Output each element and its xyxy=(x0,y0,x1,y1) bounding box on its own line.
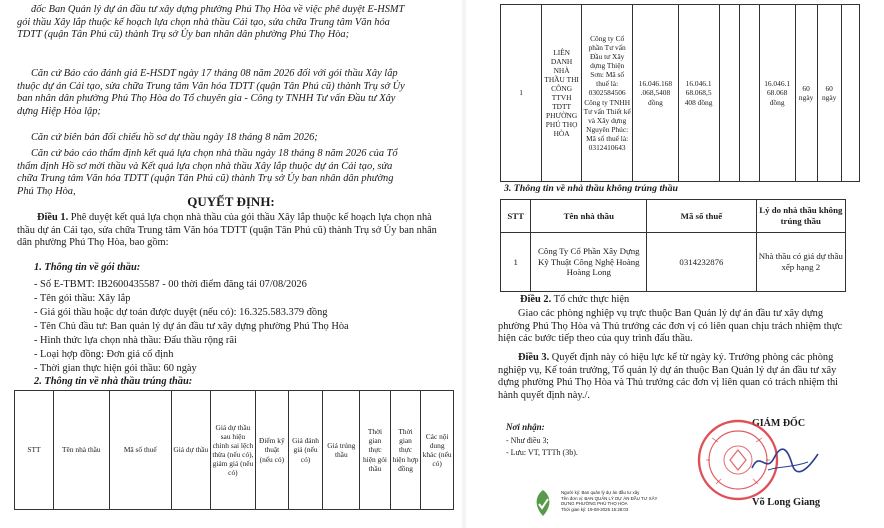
th-adjusted: Giá dự thầu sau hiệu chỉnh sai lệch thừa (nếu có), giảm giá (nếu có) xyxy=(210,391,255,510)
article-3-text: Quyết định này có hiệu lực kể từ ngày ký. Trưởng phòng các phòng nghiệp vụ, Kế toán trưởng, Tổ quản lý dự án thuộc Ban Quản lý dự án đầu tư xây dựng phường Phú Thọ Hòa và Thủ trưởng các đơn vị liên quan có trách nhiệm thi hành quyết định này./. xyxy=(498,352,839,402)
cell-tax: Công ty Cổ phần Tư vấn Đầu tư Xây dựng Thiện Sơn: Mã số thuế là: 0302584506 Công ty TNHH Tư vấn Thiết kế và Xây dựng Nguyên Phúc: Mã số thuế là: 0312410643 xyxy=(582,5,633,182)
th-contract-time: Thời gian thực hiện hợp đồng xyxy=(390,391,421,510)
th-reason: Lý do nhà thầu không trúng thầu xyxy=(756,200,845,233)
article-2-text: Tổ chức thực hiện xyxy=(551,294,630,305)
cell-name: LIÊN DANH NHÀ THẦU THI CÔNG TTVH TDTT PHƯỜNG PHÚ THỌ HÒA xyxy=(542,5,582,182)
handwritten-signature-icon xyxy=(748,446,822,476)
winner-table-row xyxy=(500,4,860,182)
signer-name: Võ Long Giang xyxy=(752,497,821,508)
cell-other xyxy=(841,5,859,182)
cell-package-time: 60 ngày xyxy=(795,5,817,182)
package-info-line: - Hình thức lựa chọn nhà thầu: Đấu thầu rộng rãi xyxy=(34,335,237,346)
cell-stt: 1 xyxy=(501,5,542,182)
digital-sig-line: DỰNG PHƯỜNG PHÚ THỌ HÒA xyxy=(561,501,628,506)
cell-winning: 16.046.1 68.068 đồng xyxy=(759,5,795,182)
basis-comparison: Căn cứ biên bản đối chiếu hồ sơ dự thầu ngày 18 tháng 8 năm 2026; xyxy=(31,132,318,143)
th-package-time: Thời gian thực hiện gói thầu xyxy=(360,391,391,510)
cell-name: Công Ty Cổ Phần Xây Dựng Kỹ Thuật Công Nghệ Hoàng Hoàng Long xyxy=(531,233,647,292)
article-1-label: Điều 1. xyxy=(37,212,69,223)
digital-sig-line: Tên đơn vị: BAN QUẢN LÝ DỰ ÁN ĐẦU TƯ XÂY xyxy=(561,495,658,501)
package-info-line: - Thời gian thực hiện gói thầu: 60 ngày xyxy=(34,363,197,374)
article-1-text: Phê duyệt kết quả lựa chọn nhà thầu của gói thầu Xây lắp thuộc kế hoạch lựa chọn nhà thầu dự án Cải tạo, sửa chữa Trung tâm Văn hóa TDTT (quận Tân Phú cũ) thành Trụ sở Ủy ban nhân dân phường Phú Thọ Hòa, bao gồm: xyxy=(17,212,437,249)
package-info-line: - Loại hợp đồng: Đơn giá cố định xyxy=(34,349,174,360)
th-score: Điểm kỹ thuật (nếu có) xyxy=(256,391,289,510)
th-evaluated: Giá đánh giá (nếu có) xyxy=(288,391,323,510)
th-tax: Mã số thuế xyxy=(647,200,756,233)
th-winning: Giá trúng thầu xyxy=(323,391,360,510)
package-info-line: - Tên Chủ đầu tư: Ban quản lý dự án đầu tư xây dựng phường Phú Thọ Hòa xyxy=(34,321,349,332)
recipients-heading: Nơi nhận: xyxy=(506,422,545,432)
winner-table-header xyxy=(14,390,454,510)
cell-adjusted: 16.046.1 68.068,5 408 đồng xyxy=(678,5,719,182)
intro-paragraph: đốc Ban Quản lý dự án đầu tư xây dựng phường Phú Thọ Hòa về việc phê duyệt E-HSMT gói thầu Xây lắp thuộc kế hoạch lựa chọn nhà thầu Cải tạo, sửa chữa Trung tâm Văn hóa TDTT (quận Tân Phú cũ) thành Trụ sở Ủy ban nhân dân phường Phú Thọ Hòa; xyxy=(17,4,405,41)
th-bid: Giá dự thầu xyxy=(171,391,210,510)
digital-signature-logo-icon xyxy=(530,488,556,518)
cell-evaluated xyxy=(739,5,759,182)
digital-signature-info xyxy=(561,490,711,512)
cell-stt: 1 xyxy=(501,233,531,292)
th-tax: Mã số thuế xyxy=(109,391,171,510)
loser-table xyxy=(500,199,846,292)
article-2-label: Điều 2. xyxy=(520,294,552,305)
th-other: Các nội dung khác (nếu có) xyxy=(421,391,454,510)
package-info-line: - Tên gói thầu: Xây lắp xyxy=(34,293,131,304)
section-1-heading: 1. Thông tin về gói thầu: xyxy=(34,262,141,273)
th-stt: STT xyxy=(501,200,531,233)
cell-score xyxy=(719,5,739,182)
digital-sig-line: Thời gian ký: 19-08-2026 15:28:03 xyxy=(561,506,629,512)
digital-sig-line: Người ký: Ban quản lý dự án đầu tư xây xyxy=(561,490,640,495)
cell-contract-time: 60 ngày xyxy=(817,5,841,182)
article-3-label: Điều 3. xyxy=(518,352,550,363)
section-2-heading: 2. Thông tin về nhà thầu trúng thầu: xyxy=(34,376,193,387)
basis-report: Căn cứ Báo cáo đánh giá E-HSDT ngày 17 tháng 08 năm 2026 đối với gói thầu Xây lắp thuộc dự án Cải tạo, sửa chữa Trung tâm Văn hóa TDTT (quận Tân Phú cũ) thành Trụ sở Ủy ban nhân dân phường Phú Thọ Hòa do Tổ chuyên gia - Công ty TNHH Tư vấn Đầu tư Xây dựng Hiệp Hòa lập; xyxy=(17,68,405,118)
basis-appraisal: Căn cứ báo cáo thẩm định kết quả lựa chọn nhà thầu ngày 18 tháng 8 năm 2026 của Tổ thẩm định Hồ sơ mời thầu và Kết quả lựa chọn nhà thầu Xây lắp thuộc dự án Cải tạo, sửa chữa Trung tâm Văn hóa TDTT (quận Tân Phú cũ) thành Trụ sở Ủy ban nhân dân phường Phú Thọ Hòa, xyxy=(17,148,398,198)
th-name: Tên nhà thầu xyxy=(531,200,647,233)
article-2-body: Giao các phòng nghiệp vụ trực thuộc Ban Quản lý dự án đầu tư xây dựng phường Phú Thọ Hòa và Thủ trưởng các đơn vị có liên quan chịu trách nhiệm thực hiện các bước tiếp theo của quy trình đấu thầu. xyxy=(498,308,843,345)
recipient-item: - Lưu: VT, TTTh (3b). xyxy=(506,448,578,457)
cell-bid: 16.046.168 .068,5408 đồng xyxy=(633,5,678,182)
article-2 xyxy=(520,294,629,307)
signer-title: GIÁM ĐỐC xyxy=(752,418,806,429)
package-info-line: - Số E-TBMT: IB2600435587 - 00 thời điểm đăng tải 07/08/2026 xyxy=(34,279,307,290)
article-1 xyxy=(17,212,444,250)
th-name: Tên nhà thầu xyxy=(53,391,109,510)
section-3-heading: 3. Thông tin về nhà thầu không trúng thầu xyxy=(504,183,678,194)
recipient-item: - Như điều 3; xyxy=(506,436,549,445)
cell-reason: Nhà thầu có giá dự thầu xếp hạng 2 xyxy=(756,233,845,292)
decision-title: QUYẾT ĐỊNH: xyxy=(187,194,275,209)
package-info-line: - Giá gói thầu hoặc dự toán được duyệt (nếu có): 16.325.583.379 đồng xyxy=(34,307,328,318)
article-3 xyxy=(498,352,846,403)
th-stt: STT xyxy=(15,391,54,510)
cell-tax: 0314232876 xyxy=(647,233,756,292)
